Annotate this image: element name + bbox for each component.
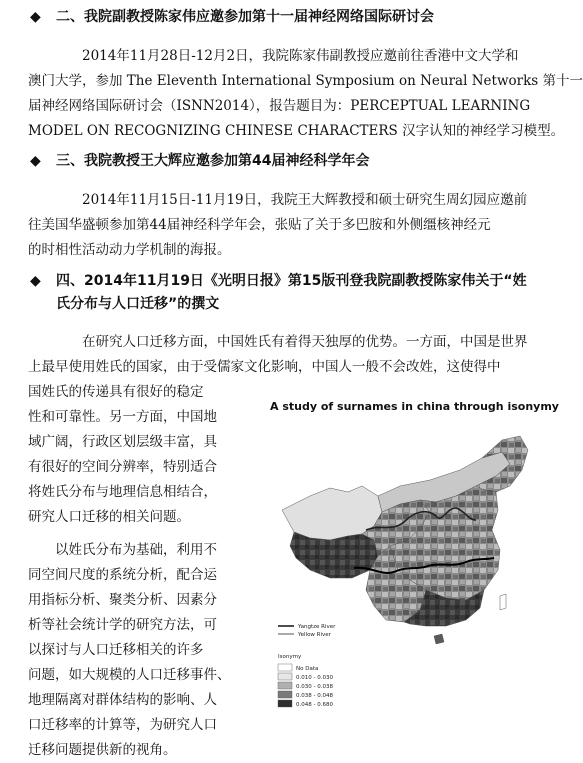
legend-swatch [278, 682, 292, 689]
text-line: 域广阔，行政区划层级丰富，具 [28, 434, 217, 450]
isonymy-map-figure [270, 400, 559, 728]
legend-yellow: Yellow River [298, 632, 331, 638]
section-heading-3 [30, 150, 530, 173]
region-hainan [434, 634, 444, 644]
text-line: 澳门大学，参加 The Eleventh International Symposium on Neural Networks 第十一 [28, 73, 583, 89]
section-title-line2: 氏分布与人口迁移”的撰文 [56, 296, 220, 312]
diamond-bullet-icon: ◆ [30, 9, 41, 25]
legend-label: 0.038 - 0.048 [296, 693, 333, 699]
text-line: 有很好的空间分辨率，特别适合 [28, 459, 217, 475]
section-heading-2 [30, 6, 530, 29]
region-taiwan [500, 594, 506, 610]
text-line: MODEL ON RECOGNIZING CHINESE CHARACTERS 汉字认知的神经学习模型。 [28, 123, 565, 139]
text-line: 的时相性活动动力学机制的海报。 [28, 242, 231, 258]
text-line: 在研究人口迁移方面，中国姓氏有着得天独厚的优势。一方面，中国是世界 [82, 334, 528, 350]
legend-yangtze: Yangtze River [298, 624, 336, 630]
section-title-line1: 四、2014年11月19日《光明日报》第15版刊登我院副教授陈家伟关于“姓 [56, 273, 527, 289]
text-line: 上最早使用姓氏的国家，由于受儒家文化影响，中国人一般不会改姓，这使得中 [28, 359, 501, 375]
text-line: 届神经网络国际研讨会（ISNN2014），报告题目为：PERCEPTUAL LEARNING [28, 98, 531, 114]
legend-swatch [278, 691, 292, 698]
text-line: 2014年11月15日-11月19日，我院王大辉教授和硕士研究生周幻园应邀前 [82, 192, 528, 208]
map-regions [282, 436, 528, 644]
text-line: 以姓氏分布为基础，利用不 [55, 542, 217, 558]
river-legend [278, 624, 336, 638]
text-line: 性和可靠性。另一方面，中国地 [28, 409, 217, 425]
section-title: 三、我院教授王大辉应邀参加第44届神经科学年会 [56, 153, 370, 169]
text-line: 地理隔离对群体结构的影响、人 [28, 692, 217, 708]
isonymy-legend [278, 654, 333, 708]
china-isonymy-map [270, 400, 559, 728]
text-line: 以探讨与人口迁移相关的许多 [28, 642, 204, 658]
legend-label: 0.010 - 0.030 [296, 675, 333, 681]
text-line: 用指标分析、聚类分析、因素分 [28, 592, 217, 608]
legend-label: 0.048 - 0.680 [296, 702, 333, 708]
diamond-bullet-icon: ◆ [30, 273, 41, 289]
legend-swatch [278, 673, 292, 680]
legend-label: 0.030 - 0.038 [296, 684, 333, 690]
legend-swatch [278, 700, 292, 707]
paragraph-surnames-wrap [28, 380, 265, 530]
map-title: A study of surnames in china through isonymy [270, 400, 559, 413]
region-southwest [290, 532, 378, 578]
legend-swatch [278, 664, 292, 671]
text-line: 将姓氏分布与地理信息相结合， [28, 484, 217, 500]
legend-title: Isonymy [278, 654, 302, 660]
section-heading-4 [30, 270, 530, 316]
text-line: 析等社会统计学的研究方法，可 [28, 617, 217, 633]
text-line: 问题，如大规模的人口迁移事件、 [28, 667, 231, 683]
text-line: 研究人口迁移的相关问题。 [28, 509, 190, 525]
paragraph-isnn [28, 44, 583, 144]
text-line: 2014年11月28日-12月2日，我院陈家伟副教授应邀前往香港中文大学和 [82, 48, 519, 64]
text-line: 同空间尺度的系统分析，配合运 [28, 567, 217, 583]
text-line: 口迁移率的计算等，为研究人口 [28, 717, 217, 733]
text-line: 国姓氏的传递具有很好的稳定 [28, 384, 204, 400]
text-line: 往美国华盛顿参加第44届神经科学年会，张贴了关于多巴胺和外侧缰核神经元 [28, 217, 491, 233]
legend-label: No Data [296, 666, 319, 672]
diamond-bullet-icon: ◆ [30, 153, 41, 169]
paragraph-surname-analysis [28, 538, 265, 763]
paragraph-neuroscience [28, 188, 528, 263]
paragraph-surnames-intro [28, 330, 528, 380]
section-title: 二、我院副教授陈家伟应邀参加第十一届神经网络国际研讨会 [56, 9, 434, 25]
text-line: 迁移问题提供新的视角。 [28, 742, 177, 758]
